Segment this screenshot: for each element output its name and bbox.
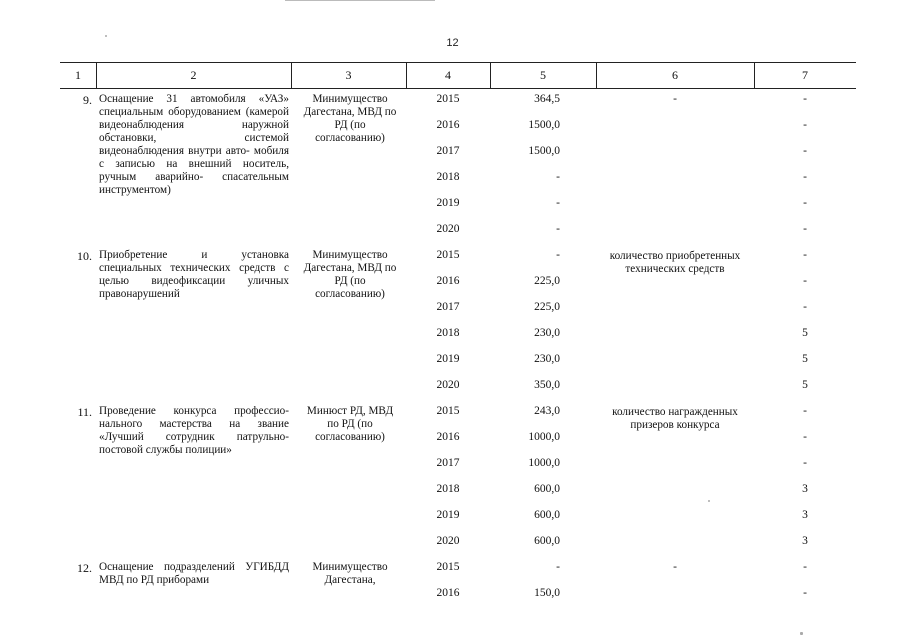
funding-amount: - [556, 223, 560, 235]
indicator-value: 5 [802, 353, 808, 365]
year: 2019 [436, 353, 460, 365]
year: 2018 [436, 327, 460, 339]
executor: Минимущество Дагестана, МВД по РД (по согласованию) [303, 249, 397, 300]
year: 2020 [436, 379, 460, 391]
scan-speck [800, 632, 803, 635]
page-number: 12 [446, 37, 459, 49]
table-header-bottom-border [60, 88, 856, 89]
indicator: - [673, 93, 677, 105]
indicator: - [673, 561, 677, 573]
year: 2015 [436, 561, 460, 573]
funding-amount: 1500,0 [528, 119, 560, 131]
column-header-7: 7 [802, 68, 808, 82]
indicator-value: - [803, 301, 807, 313]
indicator-value: - [803, 249, 807, 261]
year: 2016 [436, 431, 460, 443]
year: 2015 [436, 93, 460, 105]
year: 2019 [436, 509, 460, 521]
row-number: 9. [83, 93, 92, 107]
measure-description: Приобретение и установка специальных технических средств с целью видеофиксации уличных правонарушений [99, 249, 289, 300]
funding-amount: 600,0 [534, 483, 560, 495]
measure-description: Проведение конкурса профессио- нального мастерства на звание «Лучший сотрудник патрульно- постовой службы полиции» [99, 405, 289, 456]
funding-amount: 1000,0 [528, 457, 560, 469]
funding-amount: - [556, 249, 560, 261]
column-header-5: 5 [540, 68, 546, 82]
indicator-value: - [803, 431, 807, 443]
funding-amount: 150,0 [534, 587, 560, 599]
indicator-value: - [803, 223, 807, 235]
year: 2017 [436, 457, 460, 469]
year: 2020 [436, 535, 460, 547]
funding-amount: - [556, 561, 560, 573]
indicator: количество награжденных призеров конкурса [612, 406, 738, 431]
measure-description: Оснащение 31 автомобиля «УАЗ» специальным оборудованием (камерой видеонаблюдения наружной обстановки, системой видеонаблюдения внутри авто- мобиля с записью на внешний носитель, ручным аварийно- спасательным инструментом) [99, 93, 289, 196]
scan-speck [708, 500, 710, 502]
year: 2020 [436, 223, 460, 235]
executor: Минюст РД, МВД по РД (по согласованию) [306, 405, 394, 443]
column-header-6: 6 [672, 68, 678, 82]
indicator-value: - [803, 171, 807, 183]
funding-amount: 1500,0 [528, 145, 560, 157]
funding-amount: 364,5 [534, 93, 560, 105]
row-number: 11. [77, 405, 92, 419]
row-number: 12. [77, 561, 92, 575]
indicator-value: 5 [802, 379, 808, 391]
indicator-value: 3 [802, 535, 808, 547]
year: 2018 [436, 171, 460, 183]
year: 2018 [436, 483, 460, 495]
indicator-value: - [803, 93, 807, 105]
executor: Минимущество Дагестана, МВД по РД (по согласованию) [303, 93, 397, 144]
indicator-value: 3 [802, 483, 808, 495]
indicator-value: - [803, 145, 807, 157]
year: 2019 [436, 197, 460, 209]
column-header-4: 4 [445, 68, 451, 82]
year: 2017 [436, 145, 460, 157]
scan-edge-line [285, 0, 435, 1]
measure-description: Оснащение подразделений УГИБДД МВД по РД приборами [99, 561, 289, 586]
indicator-value: - [803, 587, 807, 599]
funding-amount: 230,0 [534, 353, 560, 365]
indicator-value: - [803, 457, 807, 469]
column-header-2: 2 [190, 68, 197, 82]
indicator: количество приобретенных технических средств [609, 250, 741, 275]
funding-amount: 600,0 [534, 535, 560, 547]
year: 2016 [436, 119, 460, 131]
indicator-value: - [803, 197, 807, 209]
year: 2017 [436, 301, 460, 313]
indicator-value: 5 [802, 327, 808, 339]
year: 2016 [436, 587, 460, 599]
indicator-value: - [803, 119, 807, 131]
funding-amount: 225,0 [534, 275, 560, 287]
funding-amount: 600,0 [534, 509, 560, 521]
indicator-value: - [803, 275, 807, 287]
year: 2015 [436, 405, 460, 417]
indicator-value: - [803, 405, 807, 417]
column-header-3: 3 [345, 68, 352, 82]
year: 2015 [436, 249, 460, 261]
funding-amount: 1000,0 [528, 431, 560, 443]
funding-amount: 350,0 [534, 379, 560, 391]
funding-amount: 225,0 [534, 301, 560, 313]
indicator-value: 3 [802, 509, 808, 521]
executor: Минимущество Дагестана, [312, 561, 388, 586]
year: 2016 [436, 275, 460, 287]
funding-amount: - [556, 197, 560, 209]
funding-amount: - [556, 171, 560, 183]
column-header-1: 1 [75, 68, 81, 82]
funding-amount: 243,0 [534, 405, 560, 417]
indicator-value: - [803, 561, 807, 573]
row-number: 10. [77, 249, 92, 263]
funding-amount: 230,0 [534, 327, 560, 339]
